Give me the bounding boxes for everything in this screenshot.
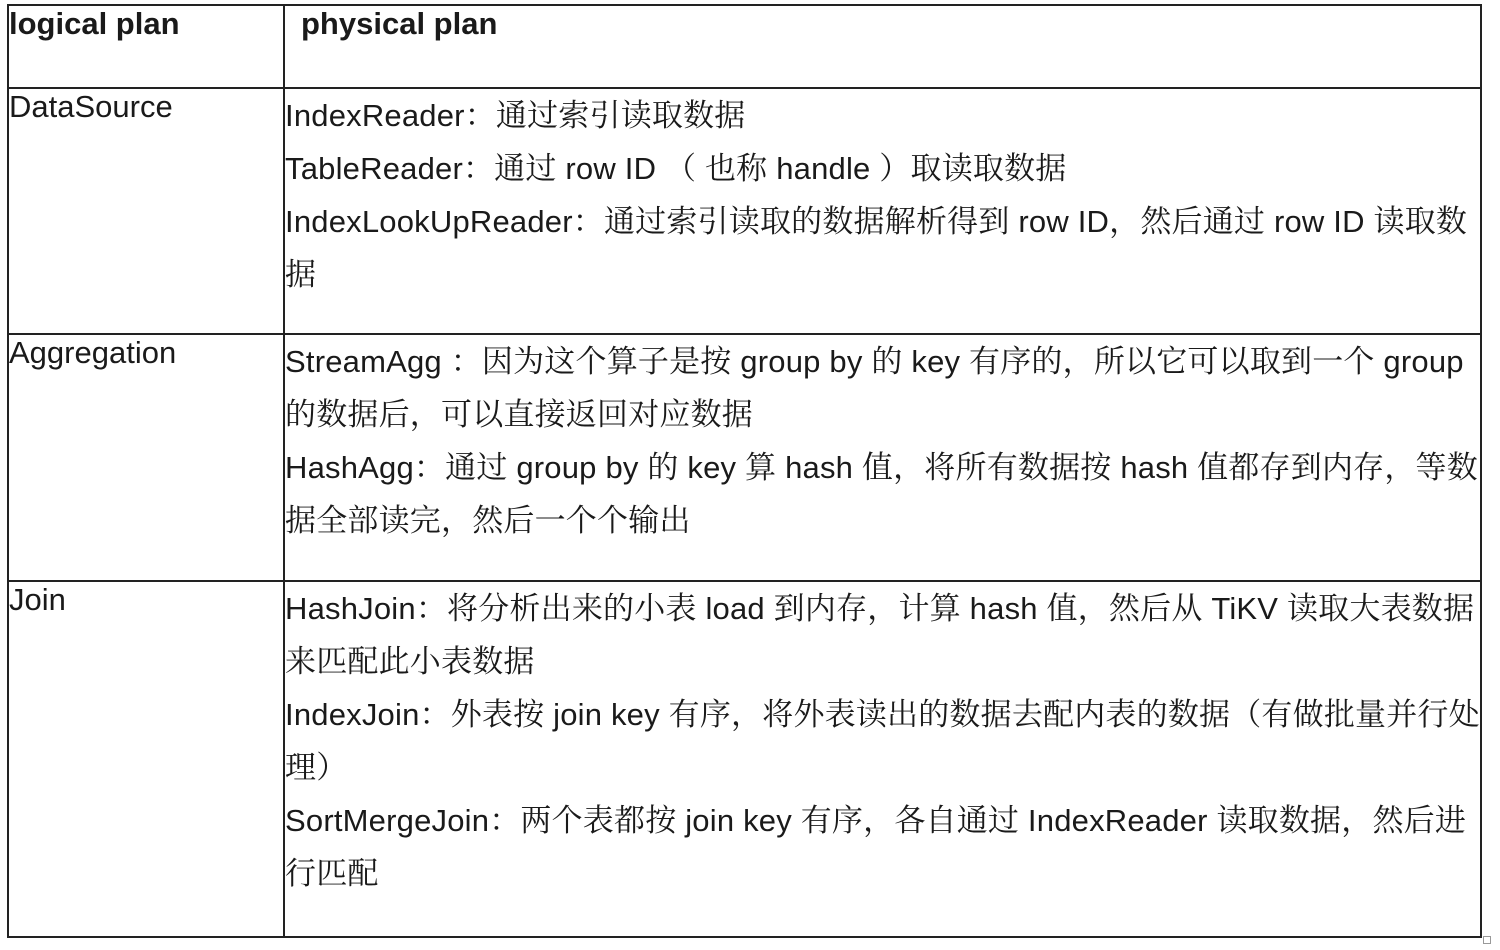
table-row-datasource (8, 88, 1481, 334)
op-index-reader: IndexReader：通过索引读取数据 (285, 98, 746, 133)
resize-handle-icon (1483, 936, 1491, 944)
table-row-aggregation (8, 334, 1481, 581)
logical-cell-aggregation: Aggregation (8, 334, 284, 581)
physical-cell-datasource (284, 88, 1481, 334)
op-sort-merge-join: SortMergeJoin：两个表都按 join key 有序，各自通过 IndexReader 读取数据，然后进行匹配 (285, 803, 1467, 891)
op-index-join: IndexJoin：外表按 join key 有序，将外表读出的数据去配内表的数据（有做批量并行处理） (285, 697, 1480, 785)
op-table-reader: TableReader：通过 row ID （ 也称 handle ）取读取数据 (285, 151, 1067, 186)
physical-cell-join (284, 581, 1481, 937)
header-logical-plan: logical plan (8, 5, 284, 88)
op-index-lookup-reader: IndexLookUpReader：通过索引读取的数据解析得到 row ID，然后通过 row ID 读取数据 (285, 204, 1468, 292)
logical-cell-datasource: DataSource (8, 88, 284, 334)
header-physical-plan: physical plan (284, 5, 1481, 88)
table-header-row (8, 5, 1481, 88)
op-stream-agg: StreamAgg ：因为这个算子是按 group by 的 key 有序的，所以它可以取到一个 group 的数据后，可以直接返回对应数据 (285, 344, 1464, 432)
table-row-join (8, 581, 1481, 937)
logical-cell-join: Join (8, 581, 284, 937)
plan-mapping-table (7, 4, 1482, 938)
op-hash-agg: HashAgg：通过 group by 的 key 算 hash 值，将所有数据按 hash 值都存到内存，等数据全部读完，然后一个个输出 (285, 450, 1478, 538)
physical-cell-aggregation (284, 334, 1481, 581)
op-hash-join: HashJoin：将分析出来的小表 load 到内存，计算 hash 值，然后从 TiKV 读取大表数据来匹配此小表数据 (285, 591, 1475, 679)
